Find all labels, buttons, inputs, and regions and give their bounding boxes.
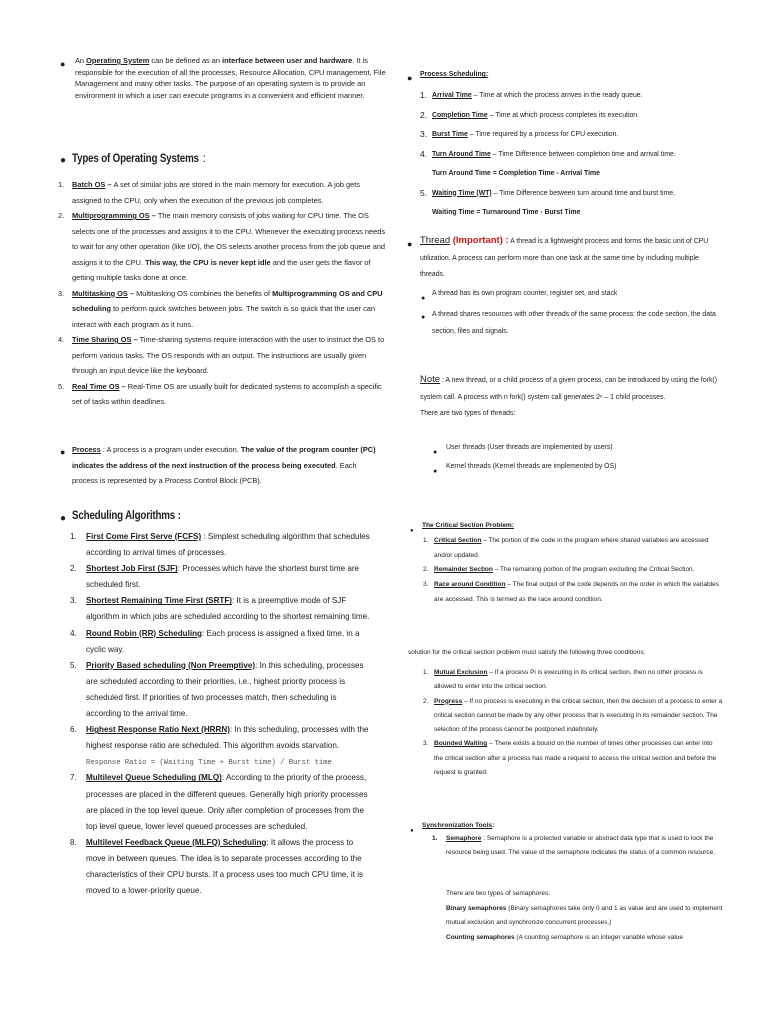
binary-term: Binary semaphores: [446, 904, 507, 912]
bullet: ●: [60, 447, 66, 457]
item-number: 6.: [70, 725, 77, 735]
scheduling-heading: [72, 507, 200, 525]
text: can be defined as an: [149, 56, 223, 65]
item-term: Round Robin (RR) Scheduling: [86, 628, 202, 638]
dash: –: [149, 211, 158, 220]
list-item: [70, 626, 370, 658]
list-item: [70, 835, 370, 899]
item-number: 4.: [58, 335, 65, 344]
item-term: Multiprogramming OS: [72, 211, 150, 220]
thread-definition: [420, 233, 720, 284]
item-text: – If no process is executing in the critical section, then the decision of a process to enter a critical section cannot be made by any other process that is executing in its remainder section. The selection of the process cannot be postponed indefinitely.: [434, 697, 723, 734]
item-text: A set of similar jobs are stored in the main memory for execution. A job gets assigned to the CPU, only when the execution of the previous job completes.: [72, 180, 360, 205]
item-term: Race around Condition: [434, 581, 506, 589]
text: (A counting semaphore is an integer variable whose value: [514, 933, 684, 941]
thread-type: Kernel threads (Kernel threads are implemented by OS): [446, 463, 617, 470]
item-text: – Time required by a process for CPU execution.: [467, 131, 619, 138]
item-number: 2.: [420, 109, 428, 120]
item-number: 1.: [432, 835, 438, 842]
text: A thread is a lightweight process and forms the basic unit of CPU utilization. A process can perform more than one task at the same time by including multiple threads.: [420, 238, 709, 278]
conditions-list: [423, 666, 723, 780]
list-item: [423, 695, 723, 738]
item-text: Real-Time OS are usually built for dedicated systems to accomplish a specific set of tasks within deadlines.: [72, 381, 382, 406]
bullet: ●: [410, 828, 414, 834]
thread-bullet: A thread has its own program counter, register set, and stack: [432, 290, 618, 297]
item-term: Highest Response Ratio Next (HRRN): [86, 725, 230, 735]
bullet: ●: [60, 59, 66, 69]
thread-type: User threads (User threads are implemented by users): [446, 444, 613, 451]
item-text: – Time at which the process arrives in the ready queue.: [471, 92, 643, 99]
list-item: [420, 125, 720, 145]
process-definition: [72, 442, 384, 489]
heading-text: Types of Operating Systems: [72, 153, 199, 165]
item-term: Priority Based scheduling (Non Preemptive): [86, 660, 256, 670]
item-term: Waiting Time (WT): [432, 189, 492, 197]
item-term: Time Sharing OS: [72, 335, 132, 344]
list-item: [423, 534, 723, 563]
bullet: ●: [410, 528, 414, 534]
list-item: [70, 722, 370, 770]
item-text: – Time Difference between turn around time and burst time.: [491, 189, 676, 197]
colon: :: [505, 235, 509, 246]
thread-term: Thread: [420, 235, 451, 246]
item-term: Arrival Time: [432, 92, 472, 99]
text: : A process is a program under execution.: [100, 445, 241, 454]
text: . Each process is represented by a Process Control Block (PCB).: [72, 460, 357, 485]
thread-bullet: A thread shares resources with other threads of the same process: the code section, the data section, files and signals.: [432, 311, 716, 335]
list-item: [420, 145, 720, 184]
critical-list: [423, 534, 723, 608]
semaphore-types: [446, 887, 726, 945]
item-term: Multilevel Queue Scheduling (MLQ): [86, 773, 222, 783]
text: . It is responsible for the execution of all the processes, Resource Allocation, CPU management, File Management and many other tasks. The purpose of an operating system is to provide an environment in which a user can execute programs in a convenient and efficient manner.: [75, 56, 386, 100]
item-number: 4.: [420, 148, 428, 159]
item-text: Multitasking OS combines the benefits of: [136, 288, 273, 298]
item-text: – The final output of the code depends on the order in which the variables are accessed. This is termed as the race around condition.: [434, 581, 719, 603]
item-number: 2.: [423, 697, 429, 705]
heading-text: Synchronization Tools: [422, 822, 493, 829]
item-number: 1.: [423, 537, 429, 544]
item-term: Shortest Job First (SJF): [86, 564, 178, 574]
process-scheduling-heading: [420, 68, 488, 83]
item-text: The main memory consists of jobs waiting for CPU time. The OS selects one of the processes and assigns it to the CPU. Whenever the executing process needs to wait for any other operation (like I/O), the OS selects another process from the job queue and assigns it to the CPU.: [72, 211, 386, 267]
heading-text: Scheduling Algorithms :: [72, 510, 181, 522]
item-term: Semaphore: [446, 835, 482, 842]
list-item: [58, 379, 388, 410]
item-number: 8.: [70, 837, 77, 847]
item-number: 3.: [423, 740, 429, 748]
list-item: [420, 106, 720, 126]
list-item: [420, 86, 720, 106]
item-text: to perform quick switches between jobs. The switch is so quick that the user can interact with each program as it runs.: [72, 304, 376, 329]
dash: –: [119, 381, 128, 391]
list-item: [70, 561, 370, 593]
item-number: 2.: [70, 564, 77, 574]
heading-text: Process Scheduling:: [420, 71, 489, 78]
dash: –: [127, 288, 137, 298]
important-label: (Important): [450, 235, 506, 246]
bullet: ●: [421, 295, 426, 302]
list-item: [423, 578, 723, 607]
item-term: Completion Time: [432, 111, 488, 119]
item-text: – If a process Pi is executing in its critical section, then no other process is allowed to enter into the critical section.: [434, 669, 703, 691]
bold-text: The value of the program counter (PC) indicates the address of the next instruction of the process being executed: [72, 445, 376, 470]
item-term: Turn Around Time: [432, 150, 491, 158]
item-number: 3.: [58, 288, 65, 298]
item-text: Time-sharing systems require interaction with the user to instruct the OS to perform various tasks. The OS responds with an output. The instructions are usually given through an input device like the keyboard.: [72, 335, 385, 375]
bullet: ●: [407, 73, 413, 83]
list-item: [420, 184, 720, 223]
item-text: – There exists a bound on the number of times other processes can enter into the critical section after a process has made a request to access the critical section and before the request is granted.: [434, 740, 717, 777]
bold-text: interface between user and hardware: [222, 56, 353, 65]
bullet: ●: [433, 468, 438, 475]
list-item: [58, 286, 388, 333]
item-number: 5.: [420, 187, 428, 198]
list-item: [70, 770, 370, 834]
item-number: 2.: [58, 211, 65, 220]
dash: –: [105, 180, 114, 189]
item-term: Mutual Exclusion: [434, 669, 488, 676]
item-term: First Come First Serve (FCFS): [86, 532, 202, 541]
dash: –: [131, 335, 140, 344]
bullet: ●: [433, 449, 438, 456]
os-term: Operating System: [86, 56, 150, 65]
formula: Response Ratio = (Waiting Time + Burst time) / Burst time: [86, 759, 332, 768]
text: : A new thread, or a child process of a given process, can be introduced by using the fork() system call. A process with n fork() system call generates 2ⁿ – 1 child processes.: [420, 377, 718, 401]
item-text: – The remaining portion of the program excluding the Critical Section.: [492, 566, 695, 574]
text: An: [75, 56, 87, 65]
item-term: Burst Time: [432, 131, 468, 138]
item-number: 7.: [70, 773, 77, 783]
item-text: – Time at which process completes its execution.: [487, 111, 640, 119]
os-definition: [75, 55, 387, 101]
item-number: 1.: [420, 90, 428, 100]
process-term: Process: [72, 445, 101, 454]
critical-heading: [422, 519, 514, 532]
item-number: 1.: [58, 180, 65, 189]
item-number: 3.: [423, 581, 429, 589]
item-number: 2.: [423, 566, 429, 574]
item-term: Bounded Waiting: [434, 740, 488, 748]
item-text: – Time Difference between completion time and arrival time.: [490, 150, 676, 158]
heading-colon: :: [199, 151, 206, 165]
item-text: : It allows the process to move in between queues. The idea is to separate processes according to the characteristics of their CPU bursts. If a process uses too much CPU time, it is moved to a lower-priority queue.: [86, 837, 364, 896]
item-term: Real Time OS: [72, 381, 120, 391]
bold-text: Multiprogramming OS and CPU scheduling: [72, 288, 383, 313]
bullet: ●: [421, 314, 426, 321]
note-term: Note: [420, 374, 441, 385]
item-term: Progress: [434, 697, 463, 705]
item-text: : Simplest scheduling algorithm that schedules according to arrival times of processes.: [86, 532, 370, 558]
list-item: [423, 737, 723, 780]
item-number: 1.: [70, 532, 77, 541]
list-item: [423, 666, 723, 695]
text: There are two types of threads:: [420, 410, 516, 418]
list-item: [58, 208, 388, 286]
item-text: : Each process is assigned a fixed time, in a cyclic way.: [86, 628, 360, 654]
item-term: Multilevel Feedback Queue (MLFQ) Scheduling: [86, 837, 267, 847]
solution-line: solution for the critical section problem must satisfy the following three conditions:: [408, 649, 646, 656]
list-item: [423, 563, 723, 578]
types-heading: [72, 150, 206, 168]
heading-text: The Critical Section Problem:: [422, 522, 514, 529]
item-text: : According to the priority of the process, processes are placed in the different queues. Generally high priority processes are placed in the top level queue. Only after completion of processes from the top level queue, lower level queued processes are scheduled.: [86, 773, 368, 831]
item-term: Batch OS: [72, 180, 106, 189]
list-item: [70, 593, 370, 625]
list-item: [70, 658, 370, 722]
item-number: 3.: [420, 129, 428, 139]
item-term: Remainder Section: [434, 566, 493, 574]
item-text: and the user gets the flavor of getting multiple tasks done at once.: [72, 257, 371, 282]
list-item: [58, 332, 388, 379]
item-number: 3.: [70, 596, 77, 606]
bold-text: This way, the CPU is never kept idle: [145, 257, 271, 267]
formula: Waiting Time = Turnaround Time - Burst Time: [432, 209, 581, 216]
item-text: : It is a preemptive mode of SJF algorithm in which jobs are scheduled according to the shortest remaining time.: [86, 596, 370, 622]
item-text: – The portion of the code in the program where shared variables are accessed and/or updated.: [434, 537, 709, 559]
item-number: 5.: [58, 381, 65, 391]
types-list: [58, 177, 388, 410]
bullet: ●: [60, 155, 67, 166]
note-block: [420, 372, 720, 423]
process-scheduling-list: [420, 86, 720, 223]
text: There are two types of semaphores:: [446, 890, 551, 897]
item-text: : In this scheduling, processes with the highest response ratio are scheduled. This algorithm avoids starvation.: [86, 725, 369, 751]
bullet: ●: [407, 239, 413, 249]
item-number: 4.: [70, 628, 77, 638]
semaphore-item: [432, 832, 736, 861]
list-item: [70, 529, 370, 561]
item-term: Shortest Remaining Time First (SRTF): [86, 596, 233, 606]
item-text: : Semaphore is a protected variable or abstract data type that is used to lock the resource being used. The value of the semaphore indicates the status of a common resource.: [446, 835, 716, 857]
item-text: : Processes which have the shortest burst time are scheduled first.: [86, 564, 360, 590]
bullet: ●: [60, 513, 67, 524]
scheduling-list: [70, 529, 370, 899]
counting-term: Counting semaphores: [446, 933, 515, 941]
colon: :: [492, 822, 495, 829]
item-number: 1.: [423, 669, 429, 676]
item-term: Critical Section: [434, 537, 482, 544]
item-number: 5.: [70, 660, 77, 670]
formula: Turn Around Time = Completion Time - Arrival Time: [432, 170, 601, 177]
item-term: Multitasking OS: [72, 288, 128, 298]
sync-heading: [422, 819, 494, 832]
text: (Binary semaphores take only 0 and 1 as value and are used to implement mutual exclusion and synchronize concurrent processes.): [446, 904, 723, 927]
list-item: [58, 177, 388, 208]
item-text: : In this scheduling, processes are scheduled according to their priorities, i.e., highest priority process is scheduled first. If priorities of two processes match, then scheduling is according to the arrival time.: [86, 660, 364, 719]
